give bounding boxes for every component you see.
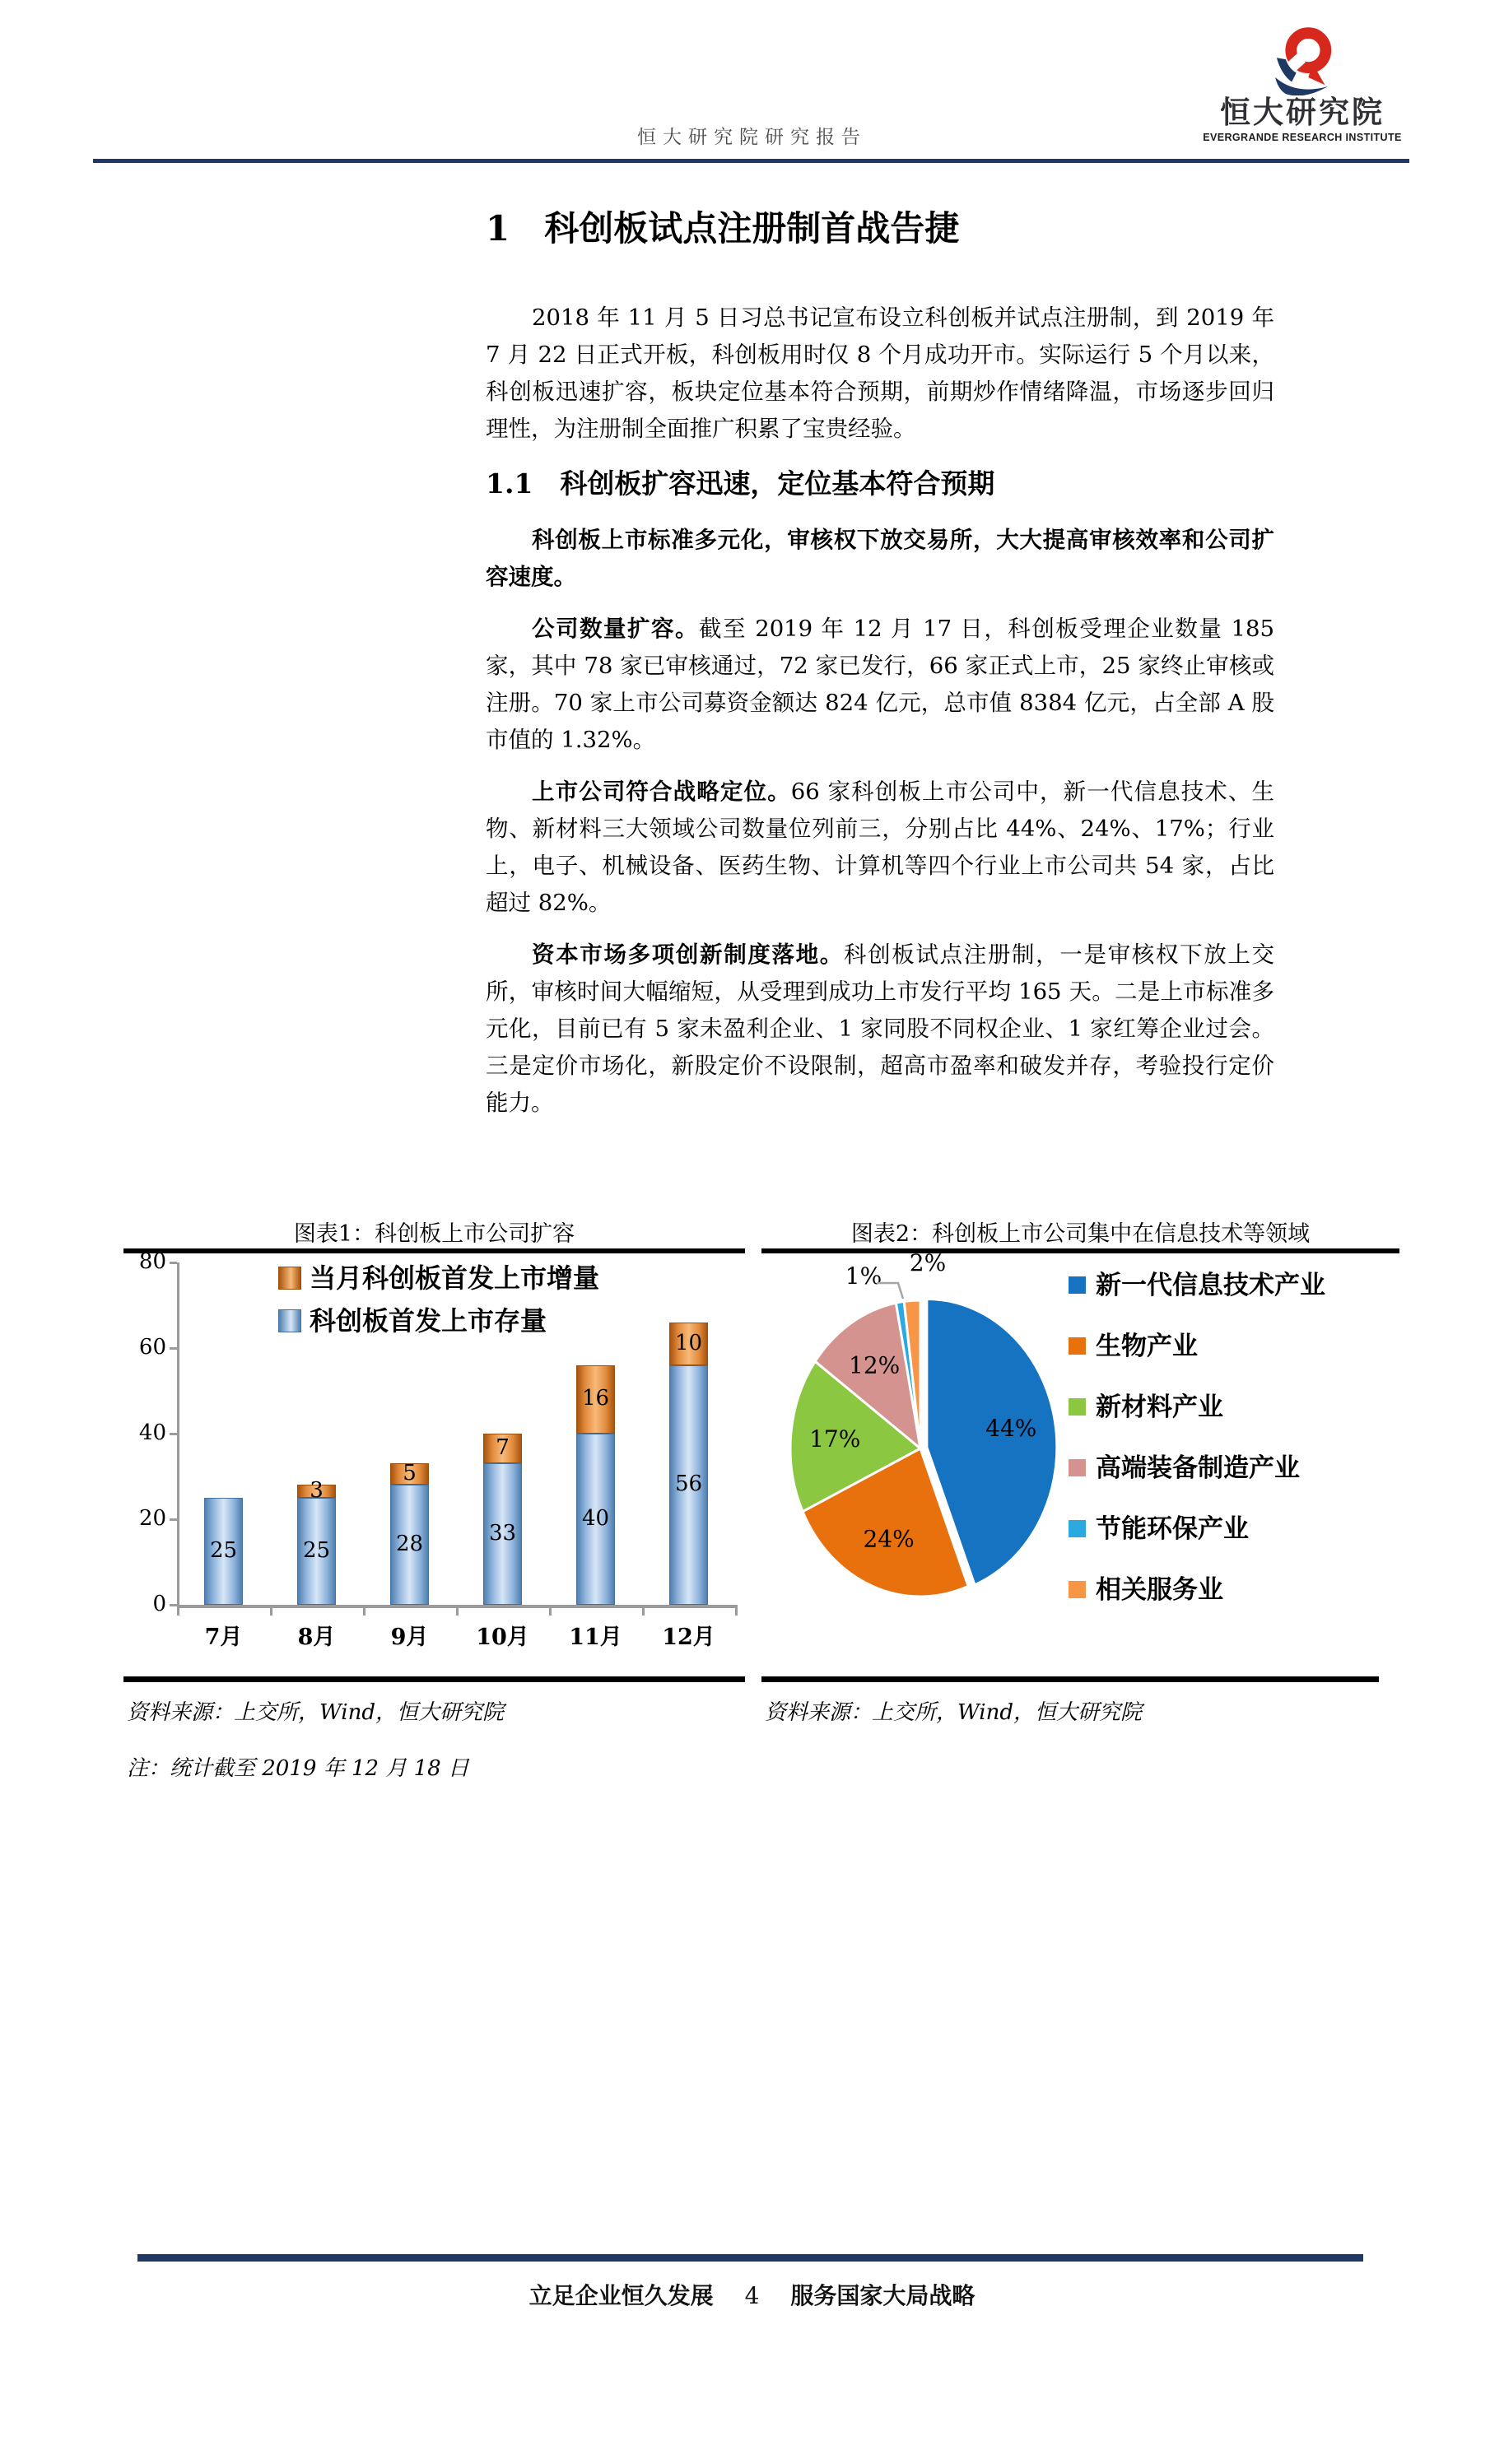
pie-percent-label: 24% [863, 1525, 915, 1553]
legend-swatch-icon [1069, 1520, 1086, 1537]
logo-subtitle: EVERGRANDE RESEARCH INSTITUTE [1203, 132, 1402, 143]
paragraph-summary: 科创板上市标准多元化，审核权下放交易所，大大提高审核效率和公司扩容速度。 [486, 527, 1274, 590]
x-tick [177, 1608, 179, 1616]
legend-label: 节能环保产业 [1096, 1514, 1249, 1544]
chart1-bottom-rule [123, 1676, 745, 1682]
paragraph-lead: 资本市场多项创新制度落地。 [532, 941, 844, 968]
legend-item [1069, 1270, 1325, 1301]
pie-percent-label: 12% [849, 1351, 901, 1379]
footer [0, 2278, 1504, 2311]
report-type-label: 恒大研究院研究报告 [637, 127, 867, 148]
legend-item [1069, 1392, 1223, 1423]
legend-item [1069, 1453, 1300, 1484]
pie-percent-label: 44% [985, 1415, 1037, 1443]
bar-value-label: 16 [581, 1386, 610, 1411]
y-tick [170, 1604, 177, 1606]
paragraph-intro: 2018 年 11 月 5 日习总书记宣布设立科创板并试点注册制，到 2019 年 7 月 22 日正式开板，科创板用时仅 8 个月成功开市。实际运行 5 个月以来，科创板迅速扩容，板块定位基本符合预期，前期炒作情绪降温，市场逐步回归理性，为注册制全面推广积累了宝贵经验。 [486, 305, 1274, 442]
paragraph-text: 截至 2019 年 12 月 17 日，科创板受理企业数量 185 家，其中 78 家已审核通过，72 家已发行，66 家正式上市，25 家终止审核或注册。70 家上市公司募资金额达 824 亿元，总市值 8384 亿元，占全部 A 股市值的 1.32%。 [486, 616, 1274, 753]
bar-value-label: 25 [209, 1538, 238, 1563]
legend-swatch-icon [1069, 1581, 1086, 1598]
legend-swatch-icon [1069, 1276, 1086, 1294]
x-tick [735, 1608, 738, 1616]
paragraph-text: 科创板试点注册制，一是审核权下放上交所，审核时间大幅缩短，从受理到成功上市发行平均 165 天。二是上市标准多元化，目前已有 5 家未盈利企业、1 家同股不同权企业、1 家红筹企业过会。三是定价市场化，新股定价不设限制，超高市盈率和破发并存，考验投行定价能力。 [486, 941, 1275, 1116]
paragraph-lead: 公司数量扩容。 [532, 616, 699, 642]
bar-value-label: 3 [310, 1478, 324, 1504]
chart1-title: 图表1：科创板上市公司扩容 [293, 1221, 575, 1247]
pie-percent-label: 17% [809, 1425, 861, 1453]
legend-item [1069, 1513, 1249, 1545]
legend-label: 当月科创板首发上市增量 [310, 1262, 600, 1294]
logo [1192, 25, 1413, 143]
x-category-label: 12月 [662, 1625, 715, 1650]
bar-value-label: 7 [496, 1435, 510, 1461]
article [486, 206, 1274, 1137]
paragraph-strategic-position [486, 774, 1274, 922]
x-category-label: 9月 [390, 1625, 429, 1650]
chart1-source: 资料来源：上交所，Wind，恒大研究院 [127, 1700, 504, 1725]
x-category-label: 7月 [204, 1625, 243, 1650]
legend-label: 高端装备制造产业 [1096, 1453, 1300, 1483]
legend-label: 科创板首发上市存量 [310, 1305, 547, 1337]
y-tick [170, 1262, 177, 1264]
logo-name: 恒大研究院 [1220, 95, 1385, 130]
legend-swatch-icon [1069, 1459, 1086, 1476]
bar-value-label: 33 [488, 1521, 517, 1546]
x-category-label: 11月 [569, 1625, 622, 1650]
bar-value-label: 56 [674, 1471, 703, 1497]
y-axis [177, 1262, 179, 1608]
y-tick-label: 40 [138, 1420, 166, 1445]
chart2-legend [1069, 1206, 1398, 1667]
legend-swatch-icon [1069, 1337, 1086, 1355]
chart-listed-company-expansion [123, 1206, 745, 1782]
chart-industry-distribution [761, 1206, 1399, 1782]
x-category-label: 8月 [297, 1625, 336, 1650]
x-category-label: 10月 [476, 1625, 529, 1650]
pie-percent-label: 1% [845, 1262, 882, 1290]
footer-slogan-left: 立足企业恒久发展 [528, 2282, 714, 2309]
legend-swatch-icon [1069, 1398, 1086, 1416]
header-divider [93, 159, 1409, 163]
bar-value-label: 10 [674, 1330, 703, 1355]
footer-slogan-right: 服务国家大局战略 [790, 2282, 976, 2309]
paragraph-company-count [486, 611, 1274, 759]
logo-mark-icon [1264, 25, 1340, 95]
y-tick-label: 20 [138, 1506, 166, 1531]
y-tick-label: 60 [138, 1335, 166, 1360]
bar-value-label: 5 [403, 1461, 417, 1486]
chart1-note: 注：统计截至 2019 年 12 月 18 日 [127, 1756, 469, 1781]
y-tick [170, 1518, 177, 1521]
paragraph-text: 66 家科创板上市公司中，新一代信息技术、生物、新材料三大领域公司数量位列前三，分别占比 44%、24%、17%；行业上，电子、机械设备、医药生物、计算机等四个行业上市公司共 54 家，占比超过 82%。 [486, 779, 1275, 916]
paragraph-lead: 上市公司符合战略定位。 [532, 779, 791, 805]
legend-label: 生物产业 [1096, 1332, 1198, 1361]
y-tick-label: 80 [138, 1249, 166, 1274]
x-tick [642, 1608, 645, 1616]
y-tick [170, 1347, 177, 1350]
x-tick [270, 1608, 272, 1616]
bar-value-label: 28 [395, 1532, 424, 1557]
page-number: 4 [744, 2282, 760, 2309]
legend-item [1069, 1331, 1198, 1362]
x-tick [456, 1608, 459, 1616]
bar-value-label: 25 [302, 1538, 331, 1563]
section-1-heading: 1 科创板试点注册制首战告捷 [486, 208, 960, 249]
chart2-bottom-rule [761, 1676, 1379, 1682]
y-tick [170, 1433, 177, 1435]
section-1-1-heading: 1.1 科创板扩容迅速，定位基本符合预期 [486, 467, 995, 500]
footer-divider [137, 2254, 1363, 2262]
legend-label: 新材料产业 [1096, 1392, 1223, 1422]
legend-label: 相关服务业 [1096, 1575, 1223, 1605]
x-tick [549, 1608, 552, 1616]
legend-item [1069, 1574, 1223, 1606]
chart2-title: 图表2：科创板上市公司集中在信息技术等领域 [850, 1221, 1311, 1247]
legend-label: 新一代信息技术产业 [1096, 1271, 1325, 1300]
paragraph-innovation [486, 937, 1274, 1122]
pie-percent-label: 2% [909, 1249, 947, 1276]
y-tick-label: 0 [152, 1592, 166, 1616]
bar-value-label: 40 [581, 1506, 610, 1531]
chart2-source: 资料来源：上交所，Wind，恒大研究院 [765, 1700, 1142, 1725]
x-tick [363, 1608, 366, 1616]
